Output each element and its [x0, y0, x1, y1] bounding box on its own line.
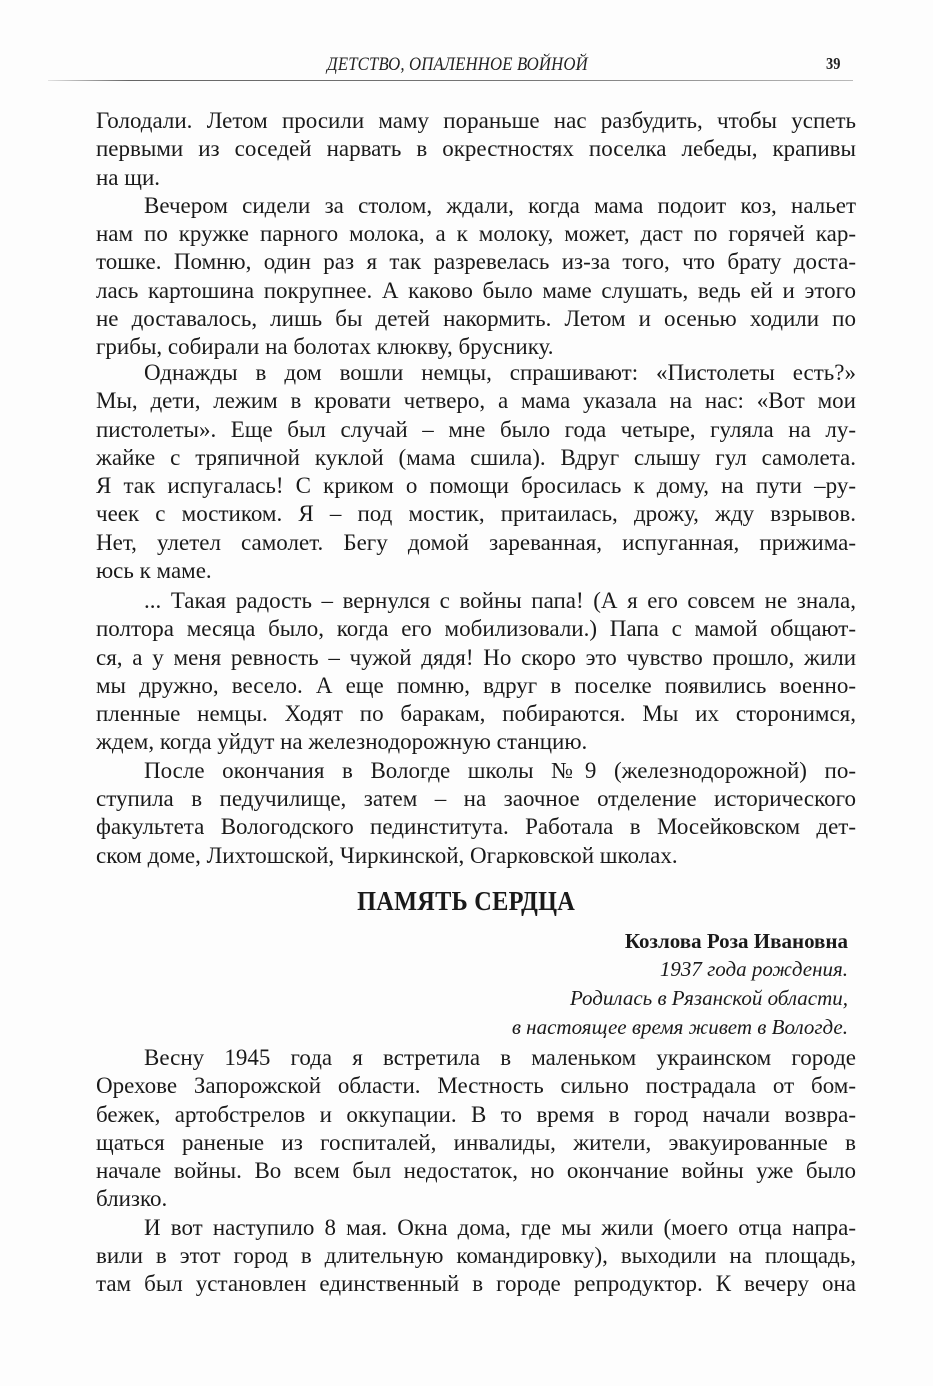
header-rule	[48, 80, 853, 81]
text-line: Весну 1945 года я встретила в маленьком украинском городе	[144, 1045, 856, 1070]
text-line: После окончания в Вологде школы №9 (железнодорожной) по-	[144, 757, 856, 783]
text-line: Я так испугалась! С криком о помощи бросилась к дому, на пути –ру-	[96, 473, 856, 499]
text-line: чеек с мостиком. Я – под мостик, притаилась, дрожу, жду взрывов.	[96, 501, 856, 527]
text-line: ся, а у меня ревность – чужой дядя! Но скоро это чувство прошло, жили	[96, 644, 856, 670]
text-line: близко.	[96, 1186, 168, 1212]
paragraph-block-spring-1945	[96, 1044, 856, 1299]
text-line: Мы, дети, лежим в кровати четверо, а мама указала на нас: «Вот мои	[96, 388, 856, 414]
article-heading	[0, 886, 933, 917]
author-note: в настоящее время живет в Вологде.	[511, 1015, 848, 1039]
text-line: ... Такая радость – вернулся с войны папа! (А я его совсем не знала,	[144, 588, 856, 613]
text-line: на щи.	[96, 164, 161, 190]
paragraph-block-germans	[96, 359, 856, 585]
text-line: Нет, улетел самолет. Бегу домой зареванная, испуганная, прижима-	[96, 529, 856, 555]
text-line: Голодали. Летом просили маму пораньше нас разбудить, чтобы успеть	[96, 108, 856, 133]
text-line: щаться раненые из госпиталей, инвалиды, жители, эвакуированные в	[96, 1129, 856, 1155]
text-line: пленные немцы. Ходят по баракам, побираются. Мы их сторонимся,	[96, 701, 856, 727]
author-note: 1937 года рождения.	[659, 957, 848, 981]
text-line: мы дружно, весело. А еще помню, вдруг в поселке появились военно-	[96, 672, 856, 698]
running-head-title: ДЕТСТВО, ОПАЛЕННОЕ ВОЙНОЙ	[327, 54, 588, 75]
paragraph-block-hunger	[96, 107, 856, 362]
paragraph-block-father-return	[96, 587, 856, 870]
text-line: пистолеты». Еще был случай – мне было года четыре, гуляла на лу-	[96, 416, 856, 442]
author-byline	[512, 927, 848, 1042]
text-line: И вот наступило 8 мая. Окна дома, где мы жили (моего отца напра-	[144, 1214, 856, 1240]
text-line: ждем, когда уйдут на железнодорожную станцию.	[96, 729, 588, 755]
text-line: Орехове Запорожской области. Местность сильно пострадала от бом-	[96, 1073, 856, 1099]
text-line: бежек, артобстрелов и оккупации. В то время в город начали возвра-	[96, 1101, 856, 1127]
author-name: Козлова Роза Ивановна	[624, 929, 848, 953]
text-line: тошке. Помню, один раз я так разревелась из-за того, что брату доста-	[96, 249, 856, 275]
text-line: лась картошина покрупнее. А каково было маме слушать, ведь ей и этого	[96, 277, 856, 303]
text-line: грибы, собирали на болотах клюкву, бруснику.	[96, 334, 554, 360]
text-line: нам по кружке парного молока, а к молоку, может, даст по горячей кар-	[96, 221, 856, 247]
running-head	[0, 52, 933, 82]
text-line: первыми из соседей нарвать в окрестностях поселка лебеды, крапивы	[96, 136, 856, 162]
text-line: Однажды в дом вошли немцы, спрашивают: «Пистолеты есть?»	[144, 360, 856, 385]
text-line: факультета Вологодского пединститута. Работала в Мосейковском дет-	[96, 814, 856, 840]
page-number: 39	[826, 54, 841, 73]
text-line: ском доме, Лихтошской, Чиркинской, Огарковской школах.	[96, 842, 678, 868]
text-line: там был установлен единственный в городе репродуктор. К вечеру она	[96, 1271, 856, 1297]
text-line: полтора месяца было, когда его мобилизовали.) Папа с мамой общают-	[96, 616, 856, 642]
article-heading-text: ПАМЯТЬ СЕРДЦА	[357, 886, 576, 916]
text-line: начале войны. Во всем был недостаток, но окончание войны уже было	[96, 1158, 856, 1184]
text-line: ступила в педучилище, затем – на заочное отделение исторического	[96, 786, 856, 812]
text-line: Вечером сидели за столом, ждали, когда мама подоит коз, нальет	[144, 192, 856, 218]
text-line: юсь к маме.	[96, 558, 212, 584]
author-note: Родилась в Рязанской области,	[569, 986, 848, 1010]
text-line: не доставалось, лишь бы детей накормить. Летом и осенью ходили по	[96, 306, 856, 332]
text-line: жайке с тряпичной куклой (мама сшила). Вдруг слышу гул самолета.	[96, 444, 856, 470]
text-line: вили в этот город в длительную командировку), выходили на площадь,	[96, 1243, 856, 1269]
